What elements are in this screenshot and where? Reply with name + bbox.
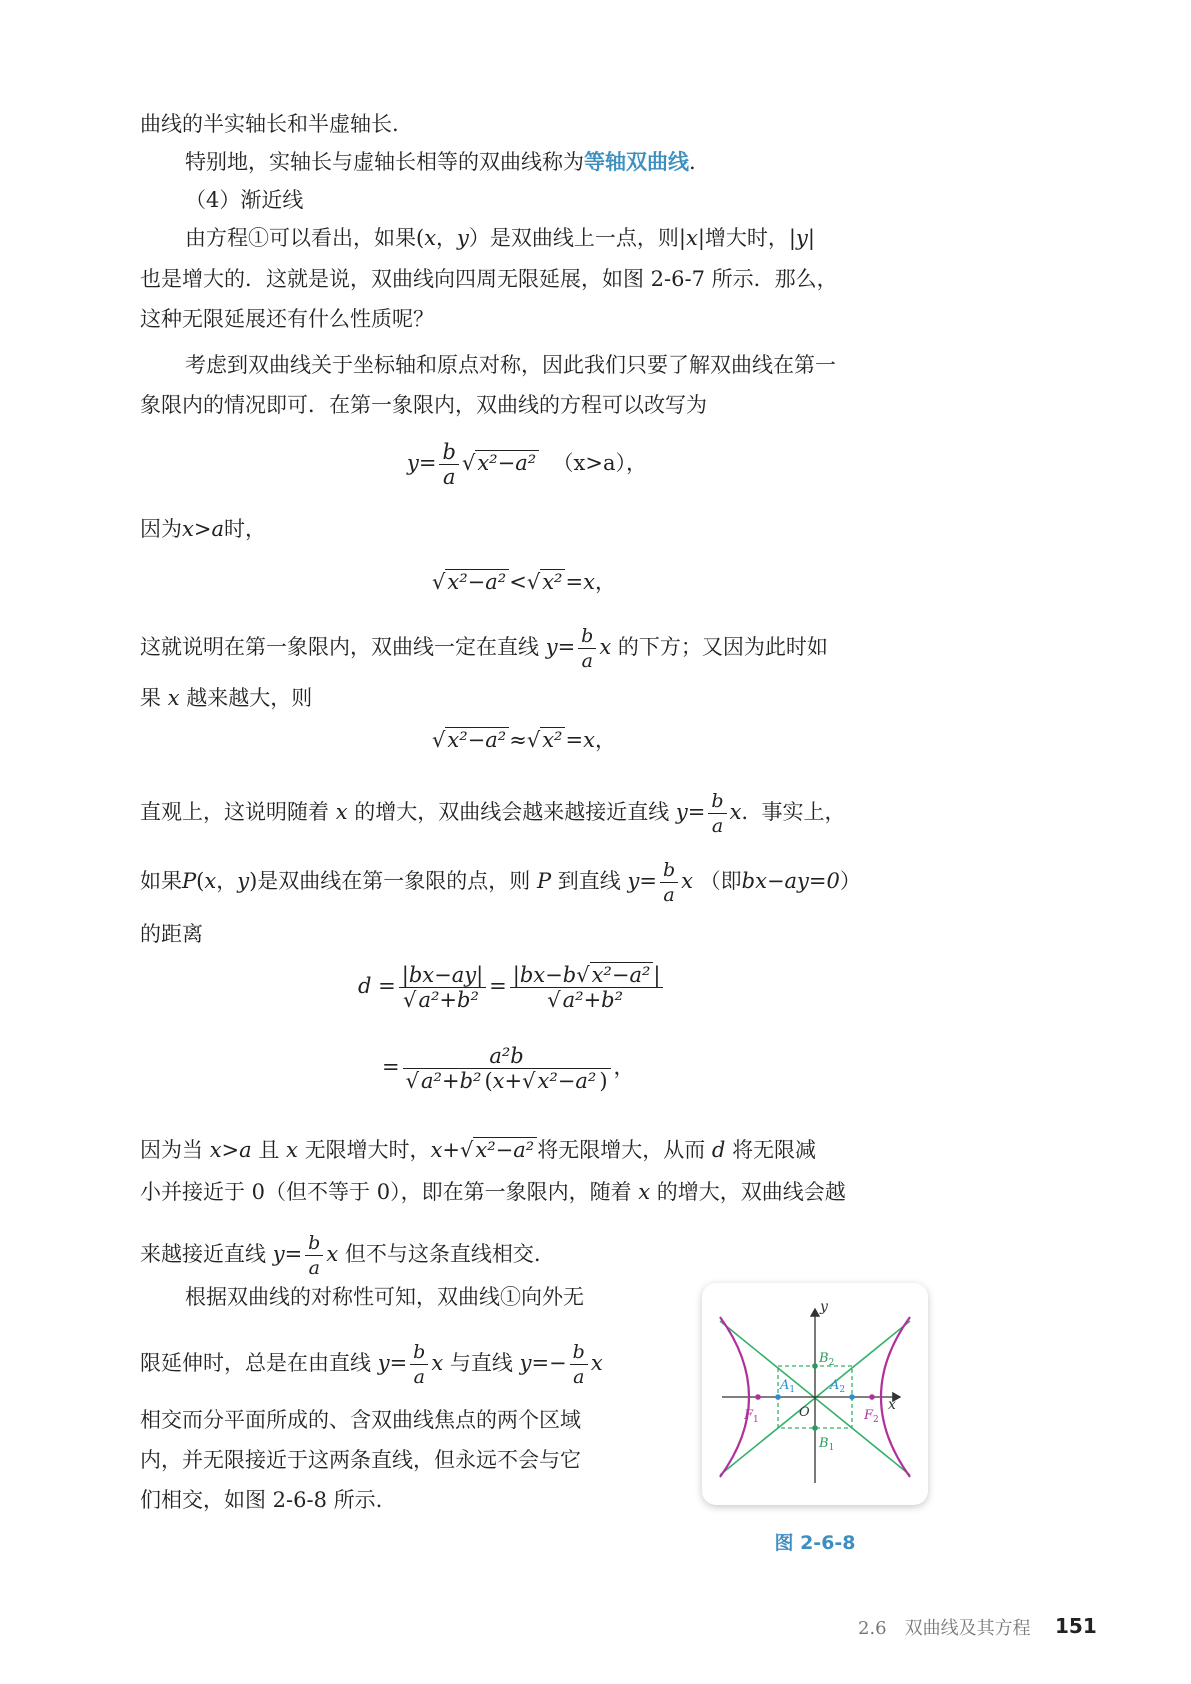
text-line: 小并接近于 0（但不等于 0），即在第一象限内，随着 x 的增大，双曲线会越 [140,1180,846,1204]
text-line: 来越接近直线 y= $\frac{b}{a}$ x 但不与这条直线相交. [140,1232,541,1279]
f2-label: $F_2$ [864,1408,879,1425]
text-line: 内，并无限接近于这两条直线，但永远不会与它 [140,1448,581,1472]
text-line: 因为当 x>a 且 x 无限增大时，x+√ x²−a² 将无限增大，从而 d 将无限减 [140,1134,816,1166]
focus-f1 [755,1394,761,1400]
equation-first-quadrant: y= $\frac{b}{a}$ √ x²−a² （x>a）， [407,440,647,489]
text-line: 由方程①可以看出，如果(x，y）是双曲线上一点，则|x|增大时，|y| [185,226,815,250]
text-line: 这就说明在第一象限内，双曲线一定在直线 y= $\frac{b}{a}$ x 的下方；又因为此时如 [140,625,828,672]
text-line: 根据双曲线的对称性可知，双曲线①向外无 [185,1285,584,1309]
focus-f2 [869,1394,875,1400]
text-line: 特别地，实轴长与虚轴长相等的双曲线称为等轴双曲线. [185,150,696,174]
vertex-a2 [849,1394,855,1400]
text-line: 也是增大的．这就是说，双曲线向四周无限延展，如图 2-6-7 所示．那么， [140,267,838,291]
x-axis-label: x [888,1397,896,1413]
figure-hyperbola-card [702,1283,928,1505]
text-line: 曲线的半实轴长和半虚轴长. [140,112,399,136]
text-line: 们相交，如图 2-6-8 所示. [140,1488,383,1512]
text-line: 这种无限延展还有什么性质呢？ [140,307,434,331]
page-number: 151 [1055,1614,1097,1638]
text-line: 如果P(x，y)是双曲线在第一象限的点，则 P 到直线 y= $\frac{b}{a}$ x （即bx−ay=0） [140,859,861,906]
point-b2 [812,1363,818,1369]
f1-label: $F_1$ [744,1408,759,1425]
text-line: 因为x>a时， [140,517,266,541]
approx-equation: √ x²−a² ≈√ x² =x， [432,724,616,754]
y-axis-label: y [820,1299,828,1315]
text-line: 限延伸时，总是在由直线 y= $\frac{b}{a}$ x 与直线 y=− $\frac{b}{a}$ x [140,1341,603,1388]
b1-label: $B_1$ [819,1436,835,1453]
a2-label: $A_2$ [830,1378,846,1395]
text-line: 直观上，这说明随着 x 的增大，双曲线会越来越接近直线 y= $\frac{b}{a}$ x. 事实上， [140,790,846,837]
b2-label: $B_2$ [819,1351,835,1368]
text-line: 果 x 越来越大，则 [140,686,313,710]
distance-formula-line1: d = |bx−ay| √ a²+b² = |bx−b√ x²−a² | √ a²+b² [358,963,666,1012]
a1-label: $A_1$ [780,1378,796,1395]
text-line: 相交而分平面所成的、含双曲线焦点的两个区域 [140,1408,581,1432]
figure-caption: 图 2-6-8 [774,1532,856,1554]
point-b1 [812,1425,818,1431]
text-line: 的距离 [140,922,203,946]
hyperbola-diagram [702,1283,928,1505]
origin-label: O [799,1405,810,1420]
footer-section-title: 2.6 双曲线及其方程 [858,1618,1031,1639]
distance-formula-line2: = a²b √ a²+b² (x+√ x²−a² ) ， [382,1044,635,1093]
text-line: 象限内的情况即可．在第一象限内，双曲线的方程可以改写为 [140,393,707,417]
inequality-equation: √ x²−a² <√ x² =x， [432,566,616,596]
subsection-heading: （4）渐近线 [185,188,304,212]
text-line: 考虑到双曲线关于坐标轴和原点对称，因此我们只要了解双曲线在第一 [185,353,836,377]
key-term: 等轴双曲线 [584,150,689,174]
vertex-a1 [775,1394,781,1400]
